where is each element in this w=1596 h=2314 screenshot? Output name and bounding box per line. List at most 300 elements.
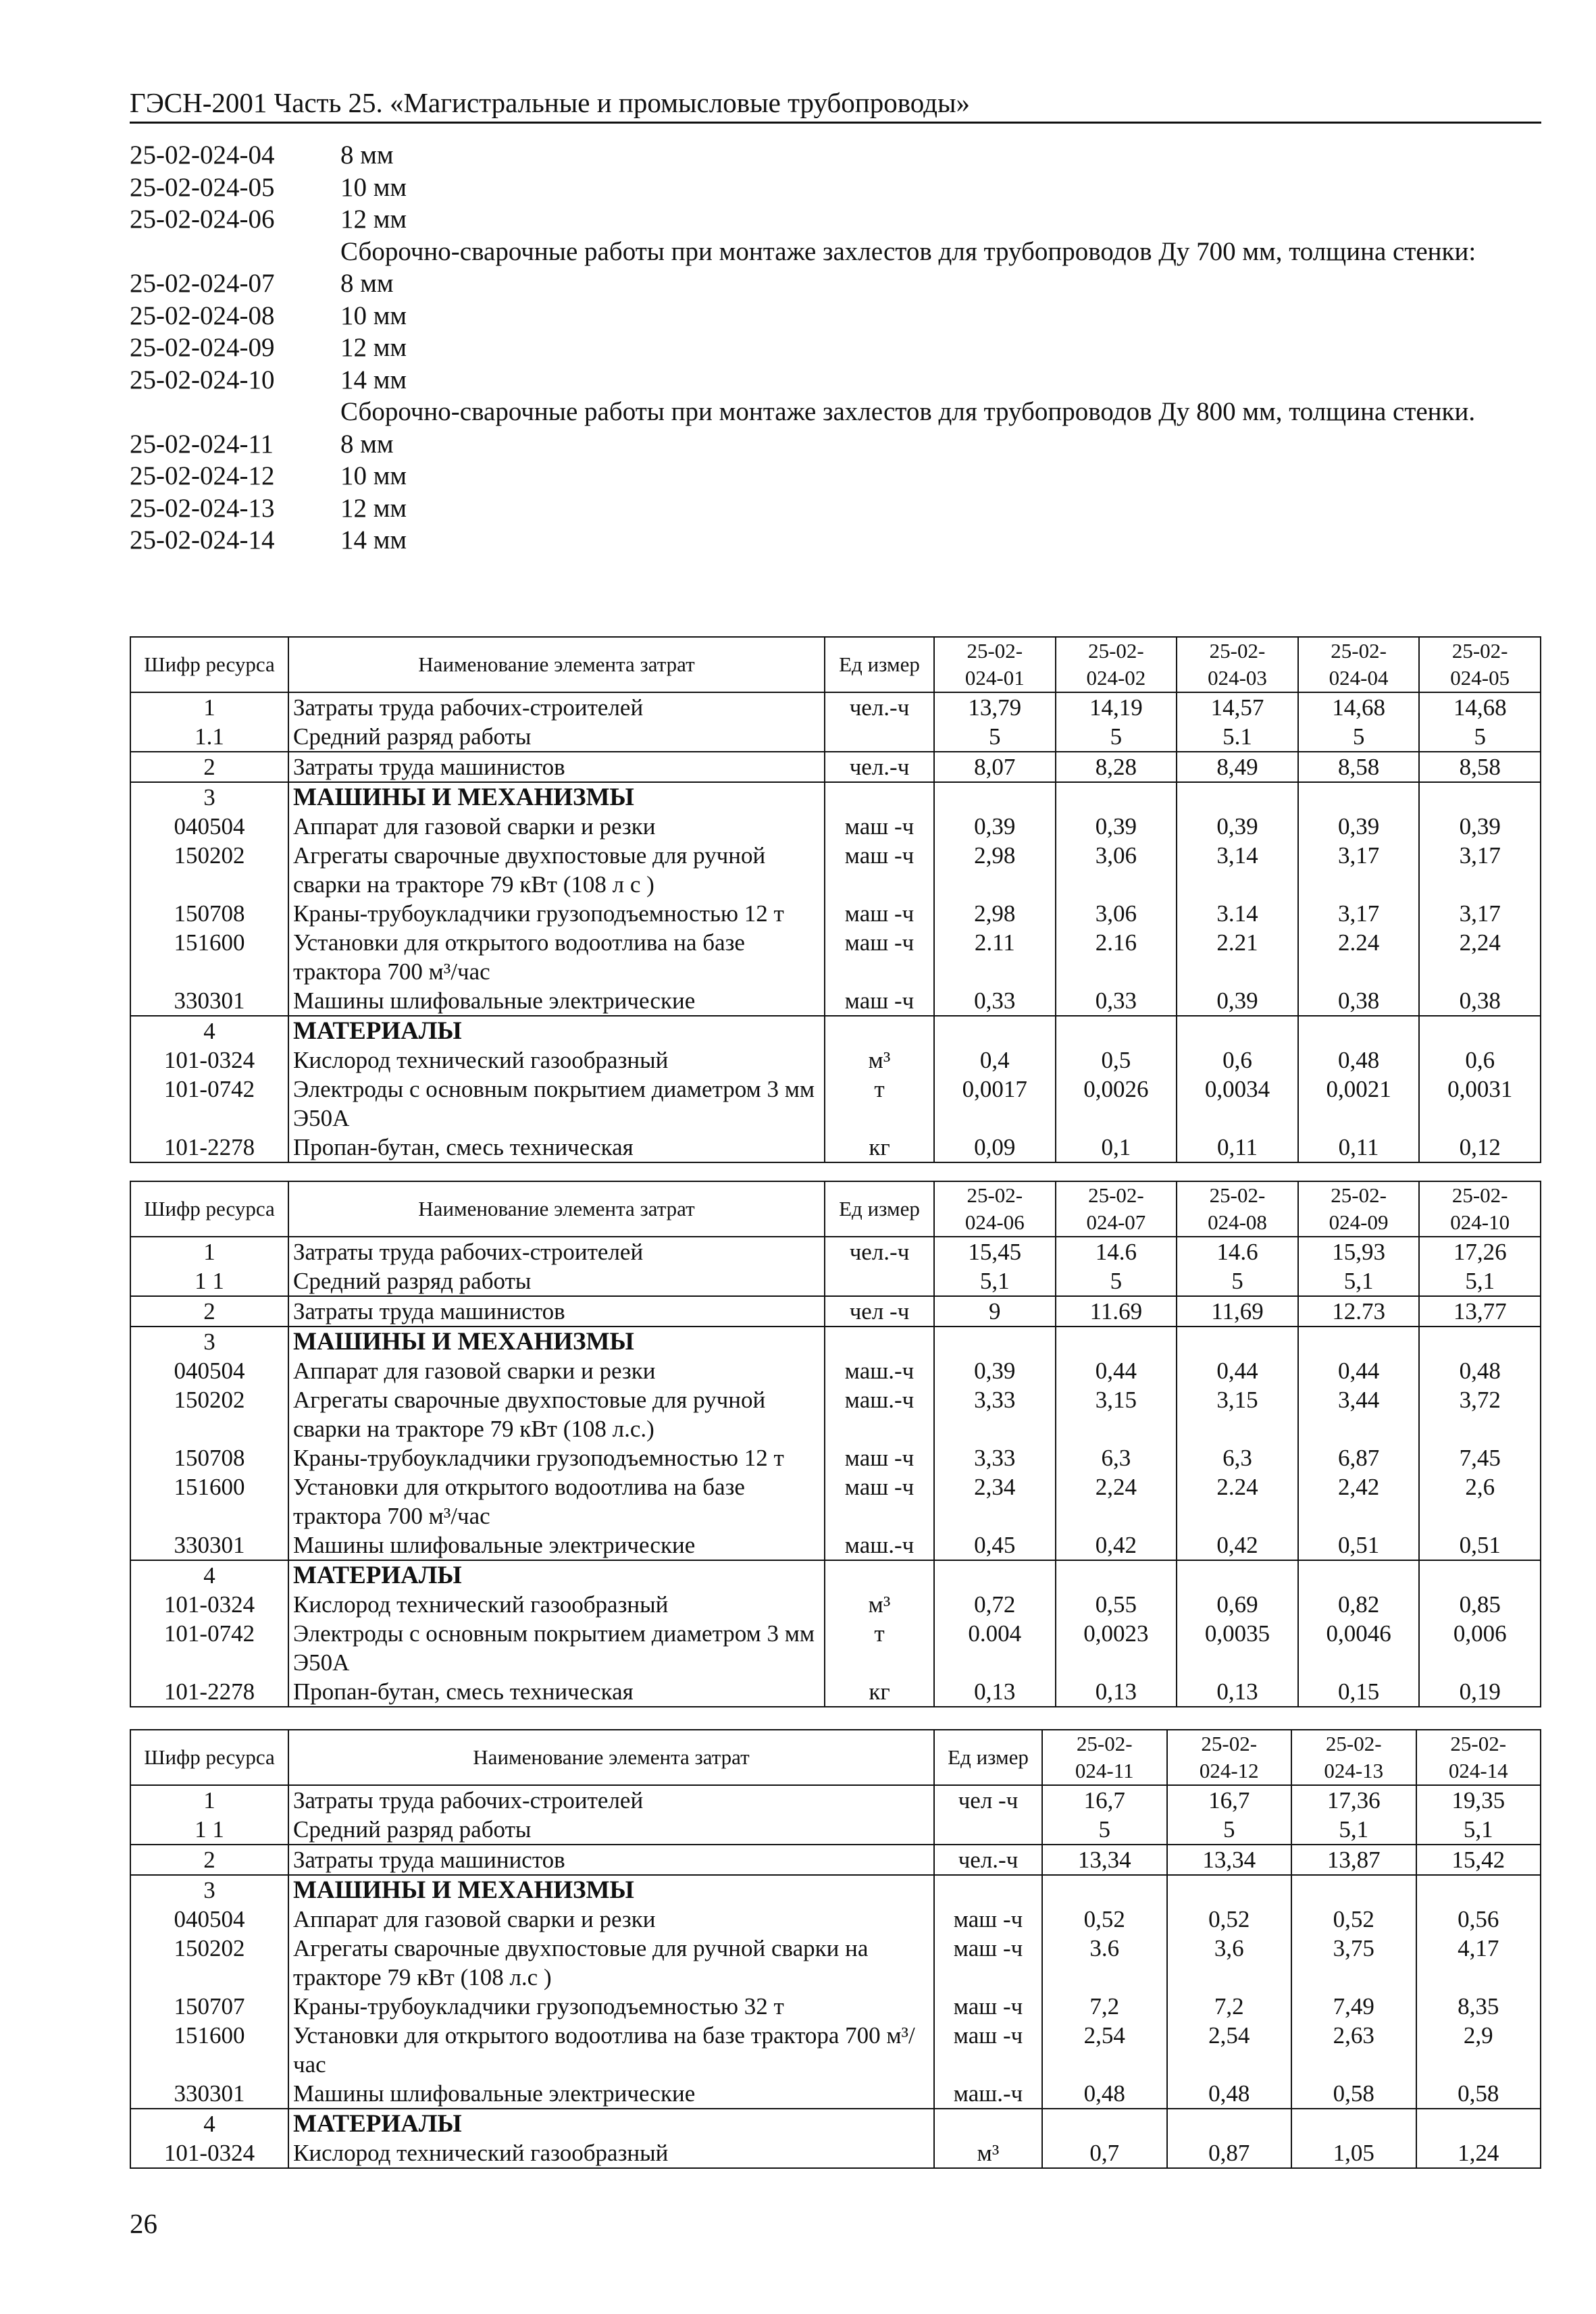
table-row xyxy=(130,899,1541,928)
table-row xyxy=(130,1845,1541,1875)
cell-value: 3,72 xyxy=(1419,1385,1541,1443)
cell-name: Машины шлифовальные электрические xyxy=(288,1531,825,1560)
cell-code: 040504 xyxy=(130,812,288,841)
cell-value: 9 xyxy=(934,1296,1056,1327)
cell-value: 0.004 xyxy=(934,1619,1056,1677)
cell-value xyxy=(1177,1327,1298,1356)
cell-unit: чел -ч xyxy=(934,1785,1042,1815)
cell-value: 8,28 xyxy=(1056,752,1177,782)
cell-value: 0,85 xyxy=(1419,1590,1541,1619)
cell-name: МАШИНЫ И МЕХАНИЗМЫ xyxy=(288,782,825,812)
cell-value xyxy=(1177,1016,1298,1046)
cell-value xyxy=(1042,1875,1167,1905)
cell-value: 3,75 xyxy=(1291,1934,1416,1992)
cell-value: 0,006 xyxy=(1419,1619,1541,1677)
cell-unit: т xyxy=(825,1075,934,1133)
cell-value: 13,79 xyxy=(934,692,1056,722)
cell-name: МАШИНЫ И МЕХАНИЗМЫ xyxy=(288,1875,934,1905)
table-row xyxy=(130,1560,1541,1590)
cell-value xyxy=(1416,1875,1541,1905)
cell-unit xyxy=(825,782,934,812)
cell-code: 151600 xyxy=(130,1472,288,1531)
cell-value: 5 xyxy=(934,722,1056,752)
cell-value: 2,6 xyxy=(1419,1472,1541,1531)
cell-code: 2 xyxy=(130,1845,288,1875)
cell-value: 0,6 xyxy=(1419,1046,1541,1075)
cell-value: 0,52 xyxy=(1042,1905,1167,1934)
cell-value: 8,58 xyxy=(1298,752,1420,782)
cell-code: 3 xyxy=(130,1875,288,1905)
cell-value: 14.6 xyxy=(1056,1237,1177,1266)
cell-value: 12.73 xyxy=(1298,1296,1420,1327)
header-norm-code: 25-02- 024-06 xyxy=(934,1181,1056,1237)
cell-value: 0,55 xyxy=(1056,1590,1177,1619)
cell-value: 2,34 xyxy=(934,1472,1056,1531)
cell-value: 1,05 xyxy=(1291,2138,1416,2168)
cell-value: 0,13 xyxy=(1177,1677,1298,1707)
cell-value: 5,1 xyxy=(1291,1815,1416,1845)
cell-name: Пропан-бутан, смесь техническая xyxy=(288,1677,825,1707)
cell-code: 101-2278 xyxy=(130,1677,288,1707)
cell-value: 0,11 xyxy=(1298,1133,1420,1162)
cell-value: 11.69 xyxy=(1056,1296,1177,1327)
header-unit: Ед измер xyxy=(825,637,934,692)
table-row xyxy=(130,1385,1541,1443)
table-row xyxy=(130,1472,1541,1531)
table-row xyxy=(130,1905,1541,1934)
cell-value xyxy=(1291,1875,1416,1905)
cell-value: 3,17 xyxy=(1419,841,1541,899)
cell-value: 0,38 xyxy=(1298,986,1420,1016)
table-row xyxy=(130,1133,1541,1162)
cell-value: 0,39 xyxy=(1419,812,1541,841)
cell-value: 14,68 xyxy=(1298,692,1420,722)
cell-code: 101-0742 xyxy=(130,1619,288,1677)
cell-value xyxy=(934,1016,1056,1046)
header-norm-code: 25-02- 024-05 xyxy=(1419,637,1541,692)
cell-value: 3,17 xyxy=(1298,841,1420,899)
header-norm-code: 25-02- 024-04 xyxy=(1298,637,1420,692)
cell-name: Машины шлифовальные электрические xyxy=(288,986,825,1016)
cell-name: Электроды с основным покрытием диаметром 3 мм Э50А xyxy=(288,1075,825,1133)
code-list-text: 8 мм xyxy=(340,140,394,170)
table-row xyxy=(130,928,1541,986)
cell-value: 0,58 xyxy=(1291,2079,1416,2109)
cell-name: Затраты труда рабочих-строителей xyxy=(288,692,825,722)
cell-unit xyxy=(825,1560,934,1590)
table-row xyxy=(130,2079,1541,2109)
code-list-text: 12 мм xyxy=(340,493,407,523)
header-norm-code: 25-02- 024-03 xyxy=(1177,637,1298,692)
cell-value: 6,3 xyxy=(1177,1443,1298,1472)
code-list-text: 12 мм xyxy=(340,205,407,234)
cell-value: 2,24 xyxy=(1056,1472,1177,1531)
cell-value xyxy=(1177,782,1298,812)
cell-value xyxy=(1419,1327,1541,1356)
cell-code: 1 xyxy=(130,692,288,722)
cell-value xyxy=(1416,2109,1541,2138)
cell-unit: маш.-ч xyxy=(825,1531,934,1560)
cell-value: 5,1 xyxy=(1298,1266,1420,1296)
cell-code: 101-0324 xyxy=(130,1590,288,1619)
cell-value: 15,42 xyxy=(1416,1845,1541,1875)
cell-value: 8,07 xyxy=(934,752,1056,782)
cell-value: 5 xyxy=(1056,722,1177,752)
header-code: Шифр ресурса xyxy=(130,1181,288,1237)
cell-value: 3,33 xyxy=(934,1443,1056,1472)
cell-code: 3 xyxy=(130,1327,288,1356)
cell-value xyxy=(934,1327,1056,1356)
header-name: Наименование элемента затрат xyxy=(288,1181,825,1237)
cell-value: 0,48 xyxy=(1042,2079,1167,2109)
cell-value: 0,56 xyxy=(1416,1905,1541,1934)
cell-value: 2.11 xyxy=(934,928,1056,986)
cell-value: 0,39 xyxy=(1177,812,1298,841)
cell-value: 0,0026 xyxy=(1056,1075,1177,1133)
table-header-row xyxy=(130,637,1541,692)
cell-name: Кислород технический газообразный xyxy=(288,1046,825,1075)
cell-name: Кислород технический газообразный xyxy=(288,1590,825,1619)
cell-unit xyxy=(934,2109,1042,2138)
cell-value: 3.6 xyxy=(1042,1934,1167,1992)
cell-value: 0,0034 xyxy=(1177,1075,1298,1133)
cell-value: 0,48 xyxy=(1298,1046,1420,1075)
cell-name: Аппарат для газовой сварки и резки xyxy=(288,1356,825,1385)
cell-name: Агрегаты сварочные двухпостовые для ручной сварки на тракторе 79 кВт (108 л с ) xyxy=(288,841,825,899)
code-list-code xyxy=(130,396,340,428)
cell-value: 6,3 xyxy=(1056,1443,1177,1472)
cell-name: Машины шлифовальные электрические xyxy=(288,2079,934,2109)
cell-value: 2,9 xyxy=(1416,2021,1541,2079)
cell-value: 2.24 xyxy=(1298,928,1420,986)
code-list-code: 25-02-024-04 xyxy=(130,140,275,170)
code-list-code: 25-02-024-13 xyxy=(130,493,275,523)
cell-value: 14,57 xyxy=(1177,692,1298,722)
cell-value: 2,63 xyxy=(1291,2021,1416,2079)
cell-name: Электроды с основным покрытием диаметром 3 мм Э50А xyxy=(288,1619,825,1677)
cell-code: 1.1 xyxy=(130,722,288,752)
cell-unit: м³ xyxy=(825,1046,934,1075)
cell-code: 101-0324 xyxy=(130,1046,288,1075)
code-list-item xyxy=(130,524,1541,557)
cell-name: Краны-трубоукладчики грузоподъемностью 32 т xyxy=(288,1992,934,2021)
header-name: Наименование элемента затрат xyxy=(288,1730,934,1785)
cell-name: Затраты труда машинистов xyxy=(288,1296,825,1327)
cell-unit xyxy=(825,1327,934,1356)
page-number: 26 xyxy=(130,2208,157,2239)
cell-value: 0,44 xyxy=(1298,1356,1420,1385)
code-list-code: 25-02-024-06 xyxy=(130,205,275,234)
cell-unit: т xyxy=(825,1619,934,1677)
cell-value: 0,6 xyxy=(1177,1046,1298,1075)
header-code: Шифр ресурса xyxy=(130,637,288,692)
cell-name: Установки для открытого водоотлива на базе трактора 700 м³/час xyxy=(288,1472,825,1531)
cell-code: 2 xyxy=(130,752,288,782)
page-header: ГЭСН-2001 Часть 25. «Магистральные и промысловые трубопроводы» xyxy=(130,86,1541,124)
cell-value xyxy=(1419,1016,1541,1046)
cell-value: 14,19 xyxy=(1056,692,1177,722)
code-list-item xyxy=(130,332,1541,364)
cell-value: 11,69 xyxy=(1177,1296,1298,1327)
code-list-item xyxy=(130,139,1541,172)
cell-code: 4 xyxy=(130,1016,288,1046)
table-row xyxy=(130,1266,1541,1296)
cell-unit: маш -ч xyxy=(825,899,934,928)
header-norm-code: 25-02- 024-11 xyxy=(1042,1730,1167,1785)
cell-value: 0,0035 xyxy=(1177,1619,1298,1677)
cell-value: 16,7 xyxy=(1167,1785,1292,1815)
cell-name: Средний разряд работы xyxy=(288,1815,934,1845)
code-list-text: 8 мм xyxy=(340,269,394,298)
cell-value: 0,72 xyxy=(934,1590,1056,1619)
table-row xyxy=(130,692,1541,722)
code-list-item xyxy=(130,428,1541,461)
table-row xyxy=(130,1075,1541,1133)
header-norm-code: 25-02- 024-12 xyxy=(1167,1730,1292,1785)
cell-value: 0,48 xyxy=(1419,1356,1541,1385)
cell-unit xyxy=(825,1266,934,1296)
cell-name: Краны-трубоукладчики грузоподъемностью 12 т xyxy=(288,899,825,928)
cell-code: 330301 xyxy=(130,2079,288,2109)
cell-name: Аппарат для газовой сварки и резки xyxy=(288,1905,934,1934)
cell-code: 101-0742 xyxy=(130,1075,288,1133)
cell-code: 040504 xyxy=(130,1905,288,1934)
cell-value: 5,1 xyxy=(1416,1815,1541,1845)
cell-value: 0,44 xyxy=(1177,1356,1298,1385)
cell-value xyxy=(1298,1560,1420,1590)
cell-value xyxy=(1291,2109,1416,2138)
cell-value: 2,42 xyxy=(1298,1472,1420,1531)
cell-value: 5 xyxy=(1167,1815,1292,1845)
code-list-code: 25-02-024-05 xyxy=(130,172,275,202)
cell-value: 0,42 xyxy=(1177,1531,1298,1560)
cell-value xyxy=(1419,1560,1541,1590)
code-list-code: 25-02-024-14 xyxy=(130,525,275,555)
cell-value: 8,58 xyxy=(1419,752,1541,782)
cell-value: 0,51 xyxy=(1419,1531,1541,1560)
cell-value: 5 xyxy=(1056,1266,1177,1296)
cell-value: 3,06 xyxy=(1056,899,1177,928)
cell-value: 0,39 xyxy=(1298,812,1420,841)
cell-value xyxy=(1056,1560,1177,1590)
code-list-code: 25-02-024-08 xyxy=(130,301,275,330)
code-list-text: 10 мм xyxy=(340,461,407,490)
cell-value: 5,1 xyxy=(1419,1266,1541,1296)
code-list-text: 14 мм xyxy=(340,525,407,555)
header-norm-code: 25-02- 024-09 xyxy=(1298,1181,1420,1237)
cell-unit xyxy=(825,1016,934,1046)
cell-value xyxy=(1298,1327,1420,1356)
resource-table-1 xyxy=(130,636,1541,1163)
table-row xyxy=(130,1327,1541,1356)
table-row xyxy=(130,1815,1541,1845)
cell-value: 0,38 xyxy=(1419,986,1541,1016)
cell-name: Затраты труда машинистов xyxy=(288,752,825,782)
cell-value: 3,15 xyxy=(1177,1385,1298,1443)
cell-value: 0,0046 xyxy=(1298,1619,1420,1677)
cell-value: 16,7 xyxy=(1042,1785,1167,1815)
cell-value: 0,52 xyxy=(1291,1905,1416,1934)
cell-value: 1,24 xyxy=(1416,2138,1541,2168)
cell-value: 3,44 xyxy=(1298,1385,1420,1443)
cell-name: Средний разряд работы xyxy=(288,1266,825,1296)
code-list-text: Сборочно-сварочные работы при монтаже захлестов для трубопроводов Ду 800 мм, толщина стенки. xyxy=(340,397,1476,426)
table-row xyxy=(130,1356,1541,1385)
table-row xyxy=(130,2021,1541,2079)
cell-value: 3,06 xyxy=(1056,841,1177,899)
cell-value: 2.21 xyxy=(1177,928,1298,986)
cell-unit: кг xyxy=(825,1133,934,1162)
cell-value xyxy=(1298,1016,1420,1046)
cell-value: 0,0023 xyxy=(1056,1619,1177,1677)
cell-code: 330301 xyxy=(130,986,288,1016)
cell-value: 0,7 xyxy=(1042,2138,1167,2168)
code-list-code: 25-02-024-10 xyxy=(130,365,275,394)
cell-value: 3,6 xyxy=(1167,1934,1292,1992)
table-header-row xyxy=(130,1181,1541,1237)
cell-unit: маш -ч xyxy=(825,812,934,841)
cell-value: 2,98 xyxy=(934,899,1056,928)
cell-value: 5 xyxy=(1419,722,1541,752)
cell-unit: маш.-ч xyxy=(825,1356,934,1385)
cell-code: 1 1 xyxy=(130,1815,288,1845)
cell-name: Затраты труда машинистов xyxy=(288,1845,934,1875)
cell-value: 5 xyxy=(1177,1266,1298,1296)
cell-value: 14,68 xyxy=(1419,692,1541,722)
cell-unit xyxy=(934,1875,1042,1905)
cell-value: 0,82 xyxy=(1298,1590,1420,1619)
table-row xyxy=(130,1237,1541,1266)
table-row xyxy=(130,722,1541,752)
cell-name: Агрегаты сварочные двухпостовые для ручной сварки на тракторе 79 кВт (108 л.с.) xyxy=(288,1385,825,1443)
cell-value: 0,58 xyxy=(1416,2079,1541,2109)
cell-value xyxy=(1056,782,1177,812)
cell-unit: чел.-ч xyxy=(825,1237,934,1266)
cell-name: Установки для открытого водоотлива на базе трактора 700 м³/час xyxy=(288,928,825,986)
cell-value: 0,48 xyxy=(1167,2079,1292,2109)
cell-value xyxy=(934,1560,1056,1590)
cell-code: 151600 xyxy=(130,2021,288,2079)
code-list-code: 25-02-024-12 xyxy=(130,461,275,490)
cell-value: 17,26 xyxy=(1419,1237,1541,1266)
cell-value: 0,44 xyxy=(1056,1356,1177,1385)
code-list-code: 25-02-024-09 xyxy=(130,333,275,362)
cell-value: 0,0031 xyxy=(1419,1075,1541,1133)
cell-code: 150707 xyxy=(130,1992,288,2021)
cell-value xyxy=(1167,1875,1292,1905)
cell-unit: маш -ч xyxy=(934,1992,1042,2021)
cell-code: 4 xyxy=(130,1560,288,1590)
cell-code: 101-2278 xyxy=(130,1133,288,1162)
cell-value: 0,39 xyxy=(1177,986,1298,1016)
code-list-text: 10 мм xyxy=(340,301,407,330)
cell-unit: маш -ч xyxy=(934,1934,1042,1992)
cell-value: 0,0017 xyxy=(934,1075,1056,1133)
header-norm-code: 25-02- 024-01 xyxy=(934,637,1056,692)
cell-unit: маш -ч xyxy=(825,986,934,1016)
header-norm-code: 25-02- 024-02 xyxy=(1056,637,1177,692)
code-list-code xyxy=(130,236,340,268)
cell-value: 13,34 xyxy=(1167,1845,1292,1875)
cell-value: 0,09 xyxy=(934,1133,1056,1162)
cell-value: 7,45 xyxy=(1419,1443,1541,1472)
cell-value: 2,54 xyxy=(1167,2021,1292,2079)
code-list-item xyxy=(130,492,1541,525)
cell-value: 0,13 xyxy=(1056,1677,1177,1707)
table-row xyxy=(130,1619,1541,1677)
cell-value: 5 xyxy=(1298,722,1420,752)
cell-value: 0,15 xyxy=(1298,1677,1420,1707)
header-norm-code: 25-02- 024-13 xyxy=(1291,1730,1416,1785)
cell-code: 150202 xyxy=(130,1934,288,1992)
code-list-item xyxy=(130,236,1541,268)
cell-code: 151600 xyxy=(130,928,288,986)
table-row xyxy=(130,782,1541,812)
cell-unit: чел -ч xyxy=(825,1296,934,1327)
cell-value: 7,49 xyxy=(1291,1992,1416,2021)
cell-value: 3,17 xyxy=(1419,899,1541,928)
code-list xyxy=(130,139,1541,557)
cell-unit: маш -ч xyxy=(825,1472,934,1531)
cell-code: 2 xyxy=(130,1296,288,1327)
cell-value: 0,11 xyxy=(1177,1133,1298,1162)
cell-name: МАТЕРИАЛЫ xyxy=(288,1560,825,1590)
table-row xyxy=(130,2138,1541,2168)
cell-unit: кг xyxy=(825,1677,934,1707)
table-row xyxy=(130,1016,1541,1046)
cell-value: 2,98 xyxy=(934,841,1056,899)
table-row xyxy=(130,1992,1541,2021)
cell-value xyxy=(1056,1016,1177,1046)
code-list-text: Сборочно-сварочные работы при монтаже захлестов для трубопроводов Ду 700 мм, толщина стенки: xyxy=(340,236,1476,266)
cell-value: 0,0021 xyxy=(1298,1075,1420,1133)
table-row xyxy=(130,986,1541,1016)
header-norm-code: 25-02- 024-07 xyxy=(1056,1181,1177,1237)
cell-value: 8,49 xyxy=(1177,752,1298,782)
cell-unit: чел.-ч xyxy=(825,752,934,782)
cell-value: 2.24 xyxy=(1177,1472,1298,1531)
cell-value: 0,39 xyxy=(934,812,1056,841)
cell-code: 150708 xyxy=(130,1443,288,1472)
code-list-item xyxy=(130,267,1541,300)
cell-value: 0,52 xyxy=(1167,1905,1292,1934)
cell-unit: маш -ч xyxy=(825,1443,934,1472)
cell-value: 13,77 xyxy=(1419,1296,1541,1327)
cell-value: 0,87 xyxy=(1167,2138,1292,2168)
cell-unit: м³ xyxy=(825,1590,934,1619)
cell-unit: маш -ч xyxy=(934,1905,1042,1934)
cell-value: 13,87 xyxy=(1291,1845,1416,1875)
cell-value xyxy=(1042,2109,1167,2138)
cell-unit: маш -ч xyxy=(934,2021,1042,2079)
cell-value: 3.14 xyxy=(1177,899,1298,928)
table-row xyxy=(130,1590,1541,1619)
code-list-text: 12 мм xyxy=(340,333,407,362)
cell-unit: чел.-ч xyxy=(825,692,934,722)
cell-name: Установки для открытого водоотлива на базе трактора 700 м³/час xyxy=(288,2021,934,2079)
cell-value: 0,42 xyxy=(1056,1531,1177,1560)
cell-value: 5.1 xyxy=(1177,722,1298,752)
cell-value: 2.16 xyxy=(1056,928,1177,986)
cell-code: 150202 xyxy=(130,1385,288,1443)
cell-value: 17,36 xyxy=(1291,1785,1416,1815)
cell-code: 330301 xyxy=(130,1531,288,1560)
cell-unit: маш.-ч xyxy=(825,1385,934,1443)
cell-name: Агрегаты сварочные двухпостовые для ручной сварки на тракторе 79 кВт (108 л.с ) xyxy=(288,1934,934,1992)
table-row xyxy=(130,1785,1541,1815)
code-list-item xyxy=(130,396,1541,428)
header-norm-code: 25-02- 024-10 xyxy=(1419,1181,1541,1237)
